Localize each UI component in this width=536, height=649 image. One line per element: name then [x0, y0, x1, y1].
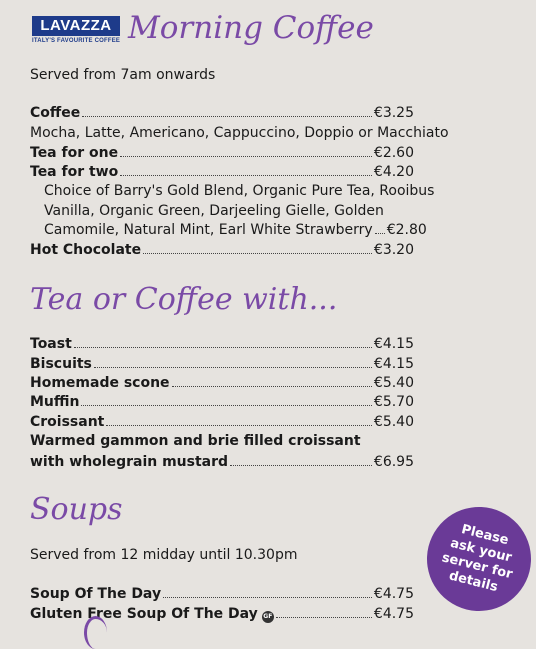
item-name: Coffee: [30, 105, 81, 121]
item-name: Camomile, Natural Mint, Earl White Strawberry: [44, 222, 373, 238]
menu-item-tea-for-two: [30, 163, 414, 182]
item-name: Biscuits: [30, 356, 92, 372]
item-price: €5.70: [373, 394, 414, 410]
logo-tagline: ITALY'S FAVOURITE COFFEE: [32, 38, 121, 44]
item-name: Croissant: [30, 414, 105, 430]
ask-server-badge: [416, 496, 536, 622]
item-name: Hot Chocolate: [30, 242, 142, 258]
item-price: €5.40: [373, 375, 414, 391]
item-name: Tea for one: [30, 145, 119, 161]
coffee-description: Mocha, Latte, Americano, Cappuccino, Doppio or Macchiato: [30, 125, 449, 141]
menu-item-soup-of-the-day: [30, 585, 414, 604]
menu-item-coffee: [30, 104, 414, 123]
badge-text: Please ask your server for details: [440, 522, 515, 596]
menu-item-toast: [30, 335, 414, 354]
leader-dots: [94, 367, 372, 368]
menu-item-gammon-croissant: [30, 453, 414, 472]
leader-dots: [120, 175, 372, 176]
menu-item-croissant: [30, 413, 414, 432]
morning-served-note: Served from 7am onwards: [30, 67, 216, 83]
soups-served-note: Served from 12 midday until 10.30pm: [30, 547, 298, 563]
item-name: Homemade scone: [30, 375, 170, 391]
lavazza-logo: [32, 16, 120, 46]
leader-dots: [375, 233, 385, 234]
tea-choice-line-1: Choice of Barry's Gold Blend, Organic Pure Tea, Rooibus: [44, 183, 435, 199]
item-price: €4.15: [373, 336, 414, 352]
menu-item-biscuits: [30, 355, 414, 374]
item-price: €3.25: [373, 105, 414, 121]
leader-dots: [82, 116, 372, 117]
leader-dots: [120, 156, 372, 157]
leader-dots: [230, 465, 372, 466]
item-name: Gluten Free Soup Of The Day: [30, 606, 258, 622]
decorative-swirl-icon: [84, 616, 107, 649]
soups-title: Soups: [30, 492, 123, 527]
item-price: €5.40: [373, 414, 414, 430]
item-name: with wholegrain mustard: [30, 454, 229, 470]
menu-item-muffin: [30, 393, 414, 412]
leader-dots: [172, 386, 372, 387]
gammon-line-1: Warmed gammon and brie filled croissant: [30, 433, 361, 449]
item-price: €6.95: [373, 454, 414, 470]
item-price: €4.20: [373, 164, 414, 180]
logo-wordmark: LAVAZZA: [32, 16, 120, 36]
item-price: €2.80: [386, 222, 427, 238]
tea-choice-line-3: [44, 221, 427, 240]
item-name: Muffin: [30, 394, 80, 410]
tea-choice-line-2: Vanilla, Organic Green, Darjeeling Gielle, Golden: [44, 203, 384, 219]
item-price: €4.15: [373, 356, 414, 372]
leader-dots: [81, 405, 371, 406]
menu-item-tea-for-one: [30, 144, 414, 163]
item-price: €3.20: [373, 242, 414, 258]
gluten-free-badge: GF: [262, 611, 274, 623]
morning-coffee-title: Morning Coffee: [128, 10, 374, 46]
menu-item-hot-chocolate: [30, 241, 414, 260]
item-name: Soup Of The Day: [30, 586, 162, 602]
item-price: €4.75: [373, 606, 414, 622]
item-name: Tea for two: [30, 164, 119, 180]
leader-dots: [143, 253, 372, 254]
leader-dots: [74, 347, 372, 348]
item-price: €2.60: [373, 145, 414, 161]
tea-or-coffee-with-title: Tea or Coffee with...: [30, 282, 338, 317]
item-name: Toast: [30, 336, 72, 352]
leader-dots: [276, 617, 372, 618]
menu-item-homemade-scone: [30, 374, 414, 393]
leader-dots: [106, 425, 372, 426]
item-price: €4.75: [373, 586, 414, 602]
leader-dots: [163, 597, 372, 598]
